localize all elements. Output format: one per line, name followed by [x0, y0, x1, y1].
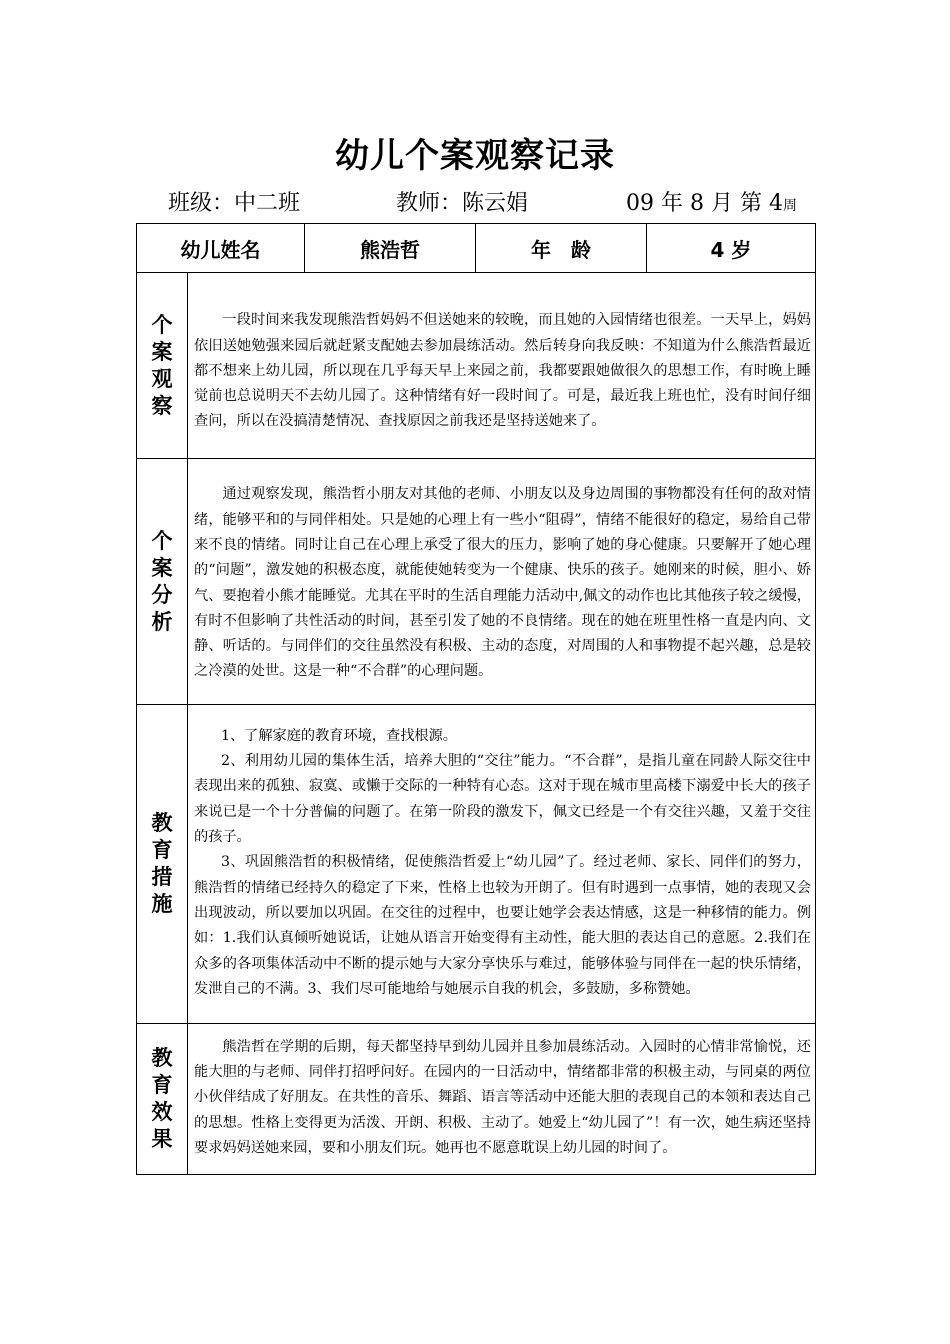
teacher-label: 教师：陈云娟 [396, 191, 529, 216]
week-label: 第 4 [739, 191, 783, 216]
age-value: 4 岁 [647, 224, 816, 273]
section-label-analysis: 个 案 分 析 [137, 459, 188, 705]
section-label-observation: 个 案 观 察 [137, 273, 188, 459]
record-info-line [168, 186, 797, 217]
paragraph: 1、了解家庭的教育环境，查找根源。 [220, 727, 457, 744]
paragraph: 一段时间来我发现熊浩哲妈妈不但送她来的较晚，而且她的入园情绪也很差。一天早上，妈妈依旧送她勉强来园后就赶紧支配她去参加晨练活动。然后转身向我反映：不知道为什么熊浩哲最近都不想来上幼儿园，所以现在几乎每天早上来园之前，我都要跟她做很久的思想工作，有时晚上睡觉前也总说明天不去幼儿园了。这种情绪有好一段时间了。可是，最近我上班也忙，没有时间仔细查问，所以在没搞清楚情况、查找原因之前我还是坚持送她来了。 [194, 312, 811, 430]
paragraph: 通过观察发现，熊浩哲小朋友对其他的老师、小朋友以及身边周围的事物都没有任何的敌对情绪，能够平和的与同伴相处。只是她的心理上有一些小“阻碍”，情绪不能很好的稳定，易给自己带来不良的情绪。同时让自己在心理上承受了很大的压力，影响了她的身心健康。只要解开了她心理的“问题”，激发她的积极态度，就能使她转变为一个健康、快乐的孩子。她刚来的时候，胆小、娇气、要抱着小熊才能睡觉。尤其在平时的生活自理能力活动中,佩文的动作也比其他孩子较之缓慢，有时不但影响了共性活动的时间，甚至引发了她的不良情绪。现在的她在班里性格一直是内向、文静、听话的。与同伴们的交往虽然没有积极、主动的态度，对周围的人和事物提不起兴趣，总是较之冷漠的处世。这是一种“不合群”的心理问题。 [194, 486, 811, 680]
date-label: 09 年 8 月 [626, 191, 733, 216]
section-label-measures: 教 育 措 施 [137, 705, 188, 1024]
paragraph: 2、利用幼儿园的集体生活，培养大胆的“交往”能力。“不合群”，是指儿童在同龄人际交往中表现出来的孤独、寂寞、或懒于交际的一种特有心态。这对于现在城市里高楼下溺爱中长大的孩子来说已是一个十分普偏的问题了。在第一阶段的激发下，佩文已经是一个有交往兴趣，又羞于交往的孩子。 [194, 753, 811, 846]
section-analysis [137, 459, 816, 705]
section-effect [137, 1024, 816, 1175]
section-content-analysis [188, 459, 816, 705]
section-content-observation [188, 273, 816, 459]
observation-record-table [136, 223, 816, 1175]
section-label-effect: 教 育 效 果 [137, 1024, 188, 1175]
paragraph: 3、巩固熊浩哲的积极情绪，促使熊浩哲爱上“幼儿园”了。经过老师、家长、同伴们的努力，熊浩哲的情绪已经持久的稳定了下来，性格上也较为开朗了。但有时遇到一点事情，她的表现又会出现波动，所以要加以巩固。在交往的过程中，也要让她学会表达情感，这是一种移情的能力。例如：1.我们认真倾听她说话，让她从语言开始变得有主动性，能大胆的表达自己的意愿。2.我们在众多的各项集体活动中不断的提示她与大家分享快乐与难过，能够体验与同伴在一起的快乐情绪，发泄自己的不满。3、我们尽可能地给与她展示自我的机会，多鼓励，多称赞她。 [194, 854, 811, 997]
section-observation [137, 273, 816, 459]
week-unit: 周 [782, 198, 797, 214]
child-name-label: 幼儿姓名 [137, 224, 305, 273]
child-name-value: 熊浩哲 [305, 224, 476, 273]
age-label: 年 龄 [476, 224, 647, 273]
header-row [137, 224, 816, 273]
section-content-measures [188, 705, 816, 1024]
section-measures [137, 705, 816, 1024]
paragraph: 熊浩哲在学期的后期，每天都坚持早到幼儿园并且参加晨练活动。入园时的心情非常愉悦，还能大胆的与老师、同伴打招呼问好。在园内的一日活动中，情绪都非常的积极主动，与同桌的两位小伙伴结成了好朋友。在共性的音乐、舞蹈、语言等活动中还能大胆的表现自己的本领和表达自己的思想。性格上变得更为活泼、开朗、积极、主动了。她爱上“幼儿园了”！有一次，她生病还坚持要求妈妈送她来园，要和小朋友们玩。她再也不愿意耽误上幼儿园的时间了。 [194, 1038, 811, 1156]
section-content-effect [188, 1024, 816, 1175]
page-title: 幼儿个案观察记录 [335, 136, 615, 176]
class-label: 班级：中二班 [168, 191, 301, 216]
